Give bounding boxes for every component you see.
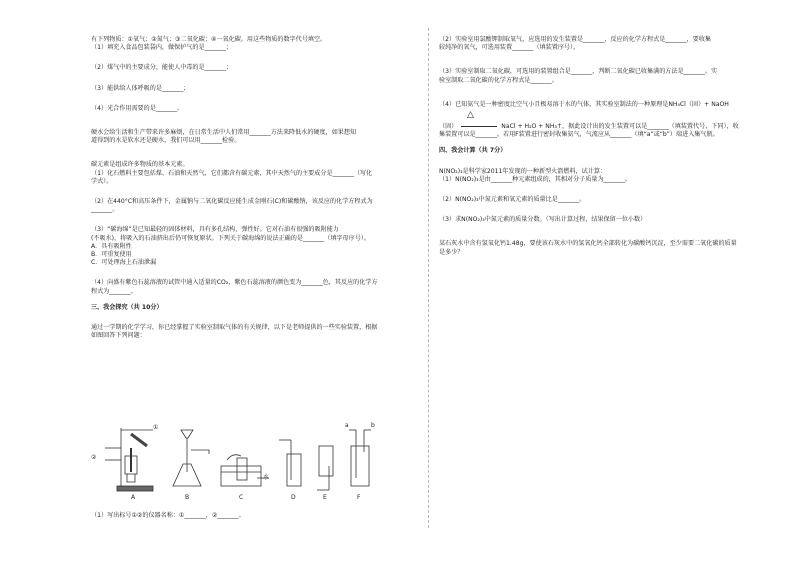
option-c: C．可处理海上石油泄漏	[91, 259, 157, 267]
water-label: 水	[263, 474, 270, 481]
apparatus-label-d: D	[291, 494, 296, 501]
figure-question-1: （1）写出标号①②的仪器名称：①_______，②_______。	[91, 512, 245, 519]
experiment-intro-line-2: 如图回答下列问题：	[91, 332, 146, 340]
substance-question-2: （2）煤气中的主要成分，能使人中毒的是_______；	[91, 64, 232, 72]
option-a: A．具有吸附性	[91, 242, 132, 250]
hard-water-line-2: 道得到的水是软水还是硬水，我们可以用_______检验。	[91, 137, 241, 145]
reaction-arrow-bar	[461, 126, 497, 127]
question-2-line-1: （2）实验室用氯酸钾制取氧气，应选用的发生装置是_______，反应的化学方程式是_______，要收集	[439, 36, 712, 43]
heat-triangle-icon: △	[467, 110, 474, 121]
question-4-line-1: （4）已知氨气是一种密度比空气小且极易溶于水的气体，其实验室制法的一种原理是NH₄Cl（固）+ NaOH	[439, 100, 729, 108]
column-divider	[428, 28, 429, 528]
apparatus-label-f: F	[357, 494, 361, 501]
heating-condition	[439, 111, 769, 123]
fuel-question-2: （2）N(NO₂)₃中氮元素和氧元素的质量比是_______。	[439, 196, 586, 204]
section-4-heading: 四、我会计算（共 7分）	[439, 147, 507, 155]
carbon-intro: 碳元素是组成许多物质的基本元素。	[91, 161, 189, 169]
apparatus-label-e: E	[323, 494, 327, 501]
fuel-question-1: （1）N(NO₂)₃是由_______种元素组成的，其相对分子质量为_______。	[439, 175, 631, 183]
fuel-question-3: （3）求N(NO₂)₃中氮元素的质量分数。（写出计算过程，结果保留一位小数）	[439, 216, 647, 224]
tube-b-label: b	[371, 422, 375, 429]
apparatus-figure	[91, 420, 391, 530]
limewater-line-1: 某石灰水中含有氢氧化钙1.48g，要使该石灰水中的氢氧化钙全部转化为碳酸钙沉淀，至少需要二氧化碳的质量	[439, 240, 737, 248]
solid-state-label: （固）	[439, 123, 458, 131]
carbon-question-3-line-2: (不吸水)，将吸入的石油挤出后仍可恢复原状。下列关于碳海绵的说法正确的是_______（填字母序号）。	[91, 234, 370, 242]
carbon-question-3-line-1: （3）“碳海绵”是已知最轻的固体材料，具有多孔结构，弹性好。它对石油有很强的吸附能力	[91, 226, 339, 234]
question-4-line-3: 集装置可以是_______。若用F装置进行密封收集氨气，气流应从_______（填“a”或“b”）端进入集气瓶。	[439, 131, 719, 139]
limewater-line-2: 是多少？	[439, 248, 464, 256]
carbon-question-4-line-1: （4）向盛有紫色石蕊溶液的试管中通入适量的CO₂，紫色石蕊溶液的颜色变为_______色，其反应的化学方	[91, 279, 378, 287]
left-column	[91, 36, 409, 340]
carbon-question-1-line-1: （1）化石燃料主要包括煤、石油和天然气，它们都含有碳元素，其中天然气的主要成分是_______（写化	[91, 169, 373, 177]
substance-question-4: （4）光合作用需要的是_______。	[91, 104, 184, 112]
fuel-intro: N(NO₂)₃是科学家2011年发现的一种新型火箭燃料，试计算：	[439, 167, 607, 175]
tube-a-label: a	[345, 422, 349, 429]
carbon-question-2-line-1: （2）在440°C和高压条件下，金属钠与二氧化碳反应能生成金刚石(C)和碳酸钠，该反应的化学方程式为	[91, 198, 373, 206]
question-4-line-2	[439, 123, 769, 131]
question-3-line-1: （3）实验室制取二氧化碳，可选用的装置组合是_______，判断二氧化碳已收集满的方法是_______。实	[439, 68, 718, 76]
apparatus-mark-2: ②	[91, 454, 97, 461]
substance-question-3: （3）能供给人体呼吸的是_______；	[91, 84, 190, 92]
substance-question-1: （1）填充入食品包装袋内，做保护气的是_______；	[91, 44, 232, 52]
question-2-line-2: 较纯净的氧气，可选用装置_______（填装置序号）。	[439, 44, 580, 52]
apparatus-mark-1: ①	[153, 424, 159, 431]
carbon-question-1-line-2: 学式）。	[91, 177, 113, 185]
option-b: B．可重复使用	[91, 251, 132, 259]
carbon-question-2-line-2: _______。	[91, 206, 119, 214]
section-3-heading: 三、我会探究（共 10分）	[91, 303, 163, 311]
experiment-intro-line-1: 通过一学期的化学学习，你已经掌握了实验室制取气体的有关规律，以下是老师提供的一些实验装置，根据	[91, 324, 378, 332]
question-3-line-2: 验室制取二氧化碳的化学方程式是_______。	[439, 76, 558, 84]
right-column	[439, 36, 769, 257]
apparatus-label-a: A	[131, 494, 136, 501]
hard-water-line-1: 硬水会给生活和生产带来许多麻烦，在日常生活中人们常用_______方法来降低水的硬度，如果想知	[91, 129, 357, 137]
substances-intro: 有下列物质：①氧气；②氮气；③二氧化碳；④一氧化碳。用这些物质的数字代号填空。	[91, 36, 327, 43]
apparatus-label-c: C	[239, 494, 244, 501]
carbon-question-4-line-2: 程式为_______。	[91, 287, 137, 295]
question-4-line-2-text: NaCl + H₂O + NH₃↑，据此设计出的发生装置可以是_______（填装置代号，下同），收	[501, 123, 739, 131]
apparatus-label-b: B	[185, 494, 190, 501]
